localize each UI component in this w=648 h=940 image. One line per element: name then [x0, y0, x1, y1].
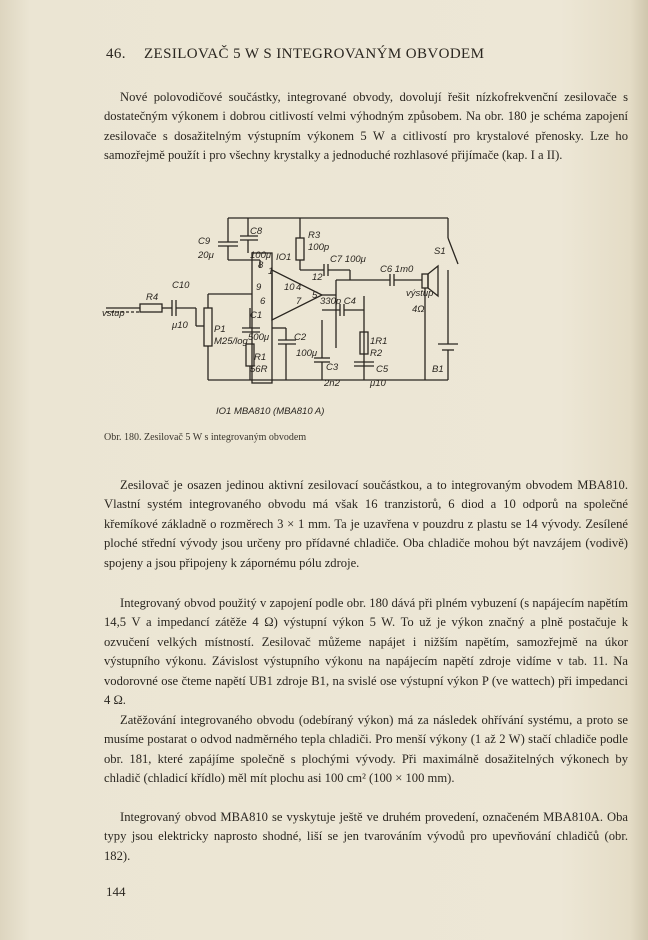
label-c1-value: 500μ — [248, 332, 270, 343]
label-c10: C10 — [172, 280, 190, 291]
label-c2: C2 — [294, 332, 307, 343]
label-pin1: 1 — [268, 266, 274, 277]
label-c4: 330p C4 — [320, 296, 356, 307]
label-pin9: 9 — [256, 282, 262, 293]
label-r2: R2 — [370, 348, 383, 359]
label-vystup-value: 4Ω — [412, 304, 425, 315]
label-c7: C7 100μ — [330, 254, 366, 265]
paragraph-2: Zesilovač je osazen jedinou aktivní zesilovací součástkou, a to integrovaným obvodem MBA810. Vlastní systém integrovaného obvodu má však 16 tranzistorů, 6 diod a 10 odporů na společné křemíkové základně o rozměrech 3 × 1 mm. Ta je uzavřena v pouzdru z plastu se 14 vývody. Zesílené ploché střední vývody jsou určeny pro přídavné chladiče. Oba chladiče mohou být navzájem (vodivě) spojeny a jsou připojeny k zápornému pólu zdroje. — [104, 478, 628, 570]
label-c3-value: 2n2 — [324, 378, 340, 389]
label-c3: C3 — [326, 362, 339, 373]
paragraph-intro: Nové polovodičové součástky, integrované obvody, dovolují řešit nízkofrekvenční zesilovače s dostatečným výkonem i dobrou citlivostí velmi výhodným způsobem. Na obr. 180 je schéma zapojení zesilovače s dosažitelným výstupním výkonem 5 W a citlivostí pro krystalové přenosky. Lze ho samozřejmě použít i pro všechny krystalky a jednoduché rozhlasové přijímače (kap. I a II). — [104, 90, 628, 163]
paragraph-4: Zatěžování integrovaného obvodu (odebíraný výkon) má za následek ohřívání systému, a proto se musíme postarat o odvod nadměrného tepla chladiči. Pro menší výkony (1 až 2 W) stačí chladiče podle obr. 181, které zapájíme společně s plochými vývody. Při maximálně dosažitelných výkonech by chladič (chladicí křídlo) měl mít plochu asi 100 cm² (100 × 100 mm). — [104, 713, 628, 786]
label-b1: B1 — [432, 364, 444, 375]
section-number: 46. — [106, 46, 126, 62]
page-number: 144 — [106, 884, 126, 899]
label-c8-value: 100μ — [250, 250, 272, 261]
label-pin7: 7 — [296, 296, 302, 307]
label-r4: R4 — [146, 292, 159, 303]
label-r1: R1 — [254, 352, 267, 363]
label-c10-value: μ10 — [172, 320, 188, 331]
label-c9-value: 20μ — [198, 250, 214, 261]
label-pin6: 6 — [260, 296, 266, 307]
label-c5: C5 — [376, 364, 389, 375]
label-r3: R3 — [308, 230, 321, 241]
label-ic-type: IO1 MBA810 (MBA810 A) — [216, 406, 325, 417]
label-pin4: 4 — [296, 282, 302, 293]
label-pin12: 12 — [312, 272, 323, 283]
label-p1-value: M25/log — [214, 336, 248, 347]
paragraph-5: Integrovaný obvod MBA810 se vyskytuje ještě ve druhém provedení, označeném MBA810A. Oba typy jsou elektricky naprosto shodné, liší se jen tvarováním vývodů pro upevňování chladičů (obr. 182). — [104, 810, 628, 863]
label-c8: C8 — [250, 226, 263, 237]
label-r1-value: 56R — [250, 364, 268, 375]
label-pin10: 10 — [284, 282, 295, 293]
label-vstup: vstup — [102, 308, 125, 319]
section-title: ZESILOVAČ 5 W S INTEGROVANÝM OBVODEM — [143, 46, 485, 62]
label-io1: IO1 — [276, 252, 292, 263]
label-pin5: 5 — [312, 290, 318, 301]
label-r3-value: 100p — [308, 242, 330, 253]
label-c6: C6 1m0 — [380, 264, 414, 275]
label-s1: S1 — [434, 246, 446, 257]
label-1r1: 1R1 — [370, 336, 388, 347]
paragraph-3: Integrovaný obvod použitý v zapojení podle obr. 180 dává při plném vybuzení (s napájecím napětím 14,5 V a impedancí zátěže 4 Ω) výstupní výkon 5 W. To už je výkon značný a plně postačuje k ozvučení velkých místností. Zesilovač můžeme napájet i nižším napětím, samozřejmě na úkor výstupního výkonu. Závislost výstupního výkonu na napájecím napětí zdroje vidíme v tab. 11. Na vodorovné ose čteme napětí UB1 zdroje B1, na svislé ose výstupní výkon P (ve wattech) při impedanci 4 Ω. — [104, 596, 628, 708]
label-p1: P1 — [214, 324, 226, 335]
label-c2-value: 100μ — [296, 348, 318, 359]
label-vystup: výstup — [406, 288, 434, 299]
label-pin8: 8 — [258, 260, 264, 271]
circuit-schematic — [100, 208, 500, 430]
label-c1: C1 — [250, 310, 263, 321]
section-heading — [106, 46, 626, 63]
figure-caption: Obr. 180. Zesilovač 5 W s integrovaným obvodem — [104, 432, 307, 443]
label-c5-value: μ10 — [370, 378, 386, 389]
label-c9: C9 — [198, 236, 211, 247]
